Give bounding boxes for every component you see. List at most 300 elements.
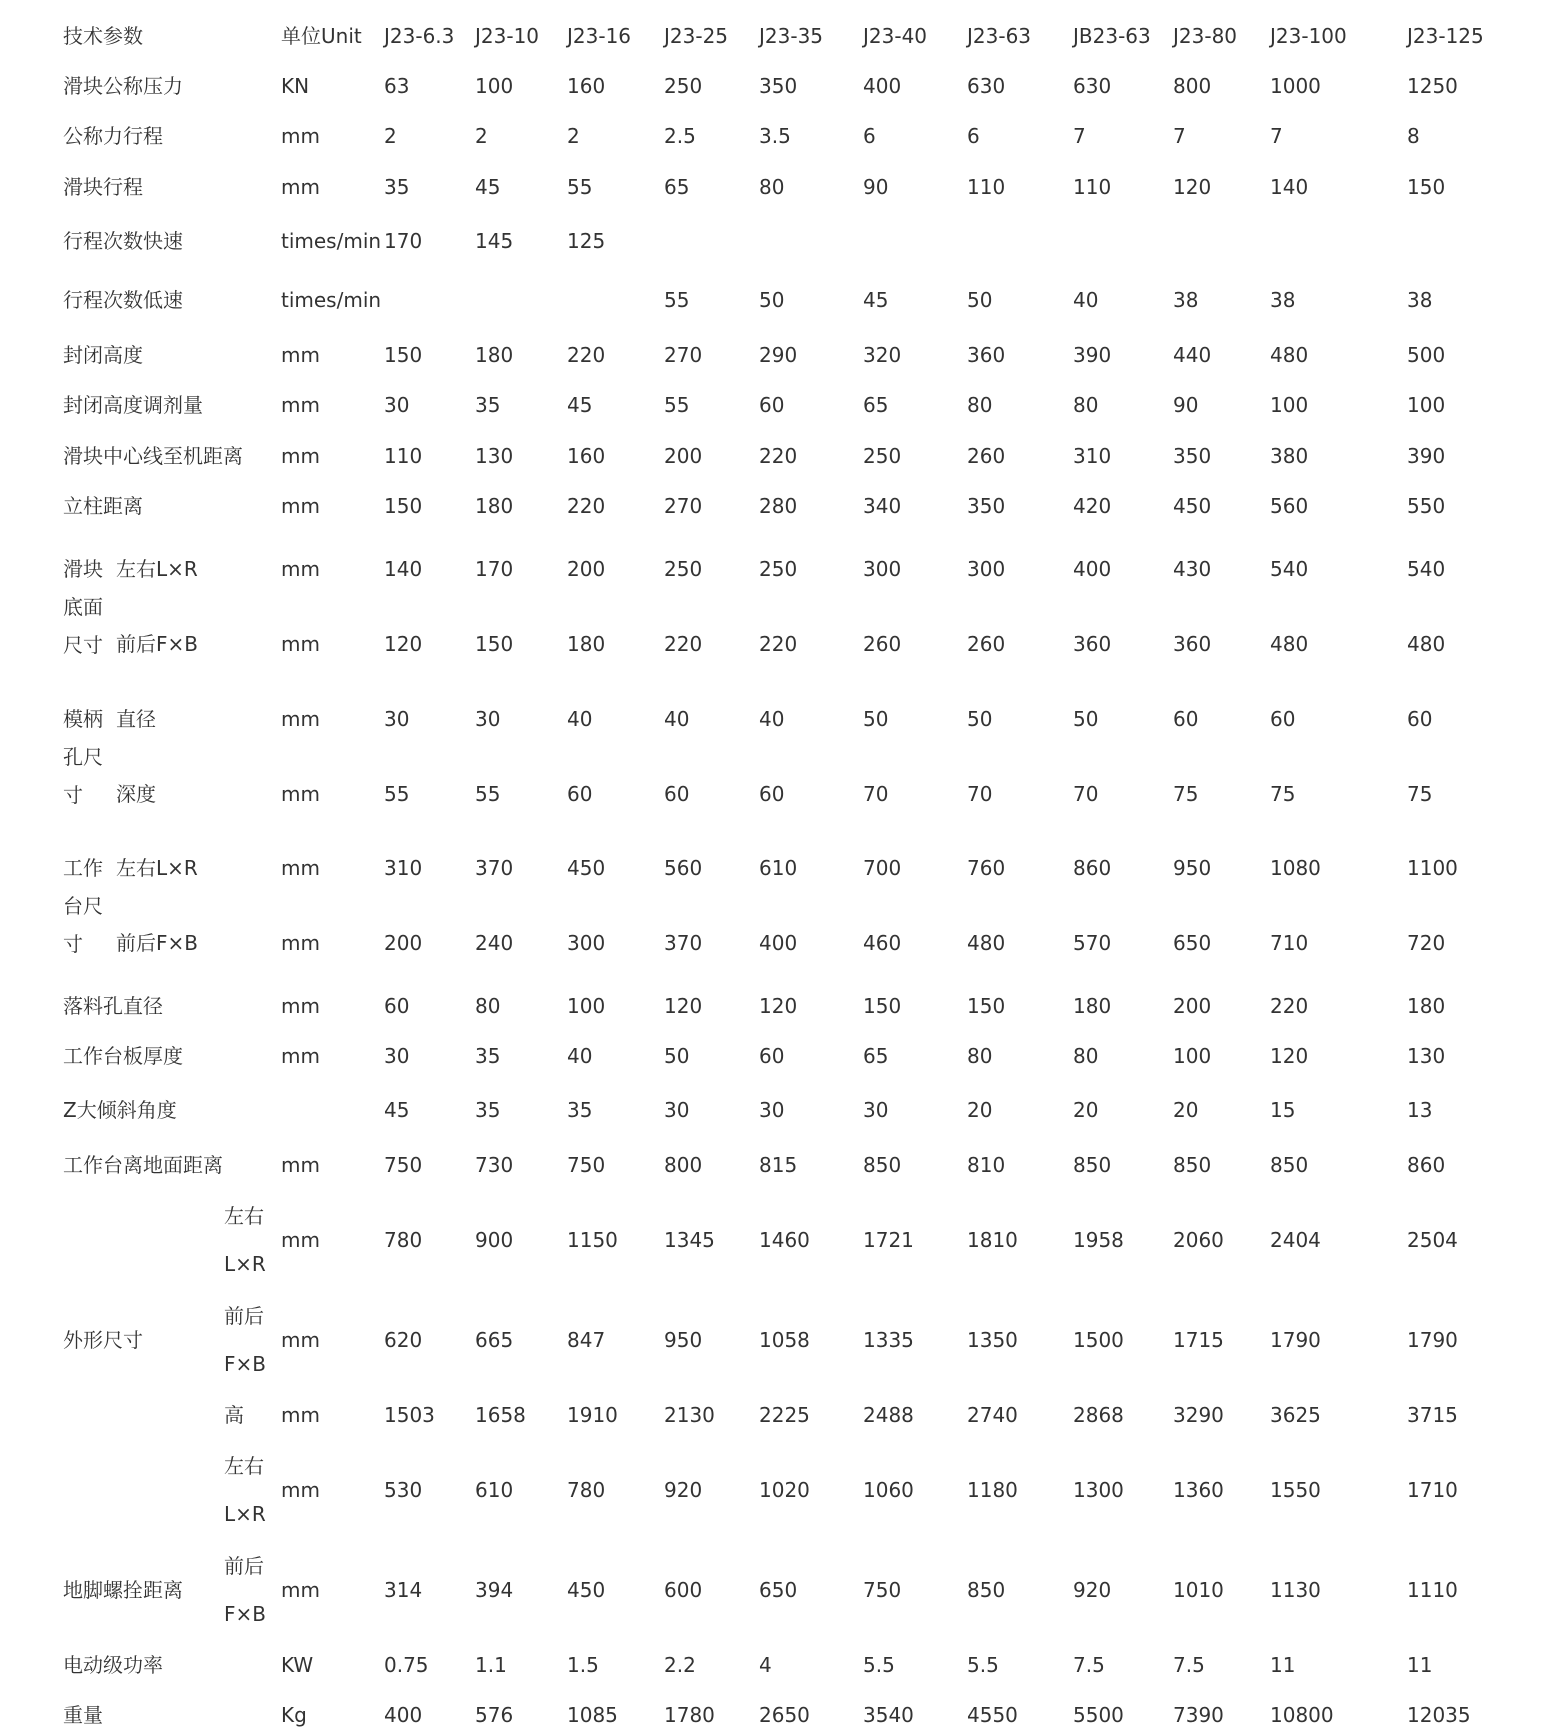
value-cell: 1958 bbox=[1073, 1228, 1124, 1252]
value-cell: 180 bbox=[475, 343, 514, 367]
row-unit: KW bbox=[281, 1653, 314, 1677]
header-param: 技术参数 bbox=[63, 24, 143, 48]
row-sub-param: L×R bbox=[224, 1502, 266, 1526]
value-cell: 50 bbox=[967, 707, 993, 731]
row-unit: mm bbox=[281, 856, 320, 880]
value-cell: 430 bbox=[1173, 557, 1212, 581]
value-cell: 110 bbox=[384, 444, 423, 468]
value-cell: 90 bbox=[1173, 393, 1199, 417]
value-cell: 7.5 bbox=[1173, 1653, 1205, 1677]
value-cell: 450 bbox=[567, 856, 606, 880]
value-cell: 7390 bbox=[1173, 1703, 1224, 1727]
value-cell: 150 bbox=[863, 994, 902, 1018]
value-cell: 40 bbox=[567, 707, 593, 731]
value-cell: 630 bbox=[967, 74, 1006, 98]
value-cell: 40 bbox=[759, 707, 785, 731]
value-cell: 70 bbox=[863, 782, 889, 806]
value-cell: 3715 bbox=[1407, 1403, 1458, 1427]
value-cell: 45 bbox=[475, 175, 501, 199]
value-cell: 2060 bbox=[1173, 1228, 1224, 1252]
value-cell: 250 bbox=[863, 444, 902, 468]
value-cell: 360 bbox=[1173, 632, 1212, 656]
row-sub-param: 前后 bbox=[224, 1304, 264, 1328]
row-param: 封闭高度 bbox=[63, 343, 143, 367]
row-param: 立柱距离 bbox=[63, 494, 143, 518]
row-unit: mm bbox=[281, 931, 320, 955]
value-cell: 110 bbox=[1073, 175, 1112, 199]
row-group-label: 台尺 bbox=[63, 894, 103, 918]
value-cell: 30 bbox=[384, 393, 410, 417]
value-cell: 850 bbox=[1270, 1153, 1309, 1177]
value-cell: 310 bbox=[1073, 444, 1112, 468]
value-cell: 2404 bbox=[1270, 1228, 1321, 1252]
value-cell: 50 bbox=[664, 1044, 690, 1068]
value-cell: 1780 bbox=[664, 1703, 715, 1727]
value-cell: 610 bbox=[475, 1478, 514, 1502]
value-cell: 150 bbox=[384, 343, 423, 367]
row-unit: mm bbox=[281, 494, 320, 518]
value-cell: 720 bbox=[1407, 931, 1446, 955]
value-cell: 760 bbox=[967, 856, 1006, 880]
value-cell: 120 bbox=[759, 994, 798, 1018]
value-cell: 1790 bbox=[1270, 1328, 1321, 1352]
value-cell: 7.5 bbox=[1073, 1653, 1105, 1677]
value-cell: 75 bbox=[1407, 782, 1433, 806]
value-cell: 100 bbox=[567, 994, 606, 1018]
value-cell: 250 bbox=[664, 557, 703, 581]
row-param: 公称力行程 bbox=[63, 124, 163, 148]
value-cell: 1658 bbox=[475, 1403, 526, 1427]
value-cell: 90 bbox=[863, 175, 889, 199]
value-cell: 70 bbox=[967, 782, 993, 806]
value-cell: 120 bbox=[664, 994, 703, 1018]
row-unit: mm bbox=[281, 1328, 320, 1352]
value-cell: 70 bbox=[1073, 782, 1099, 806]
column-header-j23-40: J23-40 bbox=[863, 24, 928, 48]
value-cell: 260 bbox=[967, 632, 1006, 656]
value-cell: 38 bbox=[1173, 288, 1199, 312]
value-cell: 1085 bbox=[567, 1703, 618, 1727]
value-cell: 220 bbox=[1270, 994, 1309, 1018]
value-cell: 20 bbox=[967, 1098, 993, 1122]
row-group-label: 工作 bbox=[63, 856, 103, 880]
value-cell: 55 bbox=[664, 393, 690, 417]
value-cell: 60 bbox=[1173, 707, 1199, 731]
value-cell: 1010 bbox=[1173, 1578, 1224, 1602]
value-cell: 55 bbox=[475, 782, 501, 806]
value-cell: 920 bbox=[664, 1478, 703, 1502]
value-cell: 850 bbox=[1173, 1153, 1212, 1177]
value-cell: 1020 bbox=[759, 1478, 810, 1502]
row-sub-param: 左右L×R bbox=[116, 856, 198, 880]
value-cell: 100 bbox=[475, 74, 514, 98]
value-cell: 300 bbox=[567, 931, 606, 955]
value-cell: 180 bbox=[567, 632, 606, 656]
value-cell: 100 bbox=[1270, 393, 1309, 417]
value-cell: 540 bbox=[1270, 557, 1309, 581]
value-cell: 1000 bbox=[1270, 74, 1321, 98]
value-cell: 370 bbox=[664, 931, 703, 955]
value-cell: 360 bbox=[1073, 632, 1112, 656]
value-cell: 394 bbox=[475, 1578, 514, 1602]
value-cell: 2 bbox=[567, 124, 580, 148]
value-cell: 75 bbox=[1173, 782, 1199, 806]
value-cell: 810 bbox=[967, 1153, 1006, 1177]
row-unit: mm bbox=[281, 1478, 320, 1502]
row-unit: mm bbox=[281, 994, 320, 1018]
value-cell: 450 bbox=[567, 1578, 606, 1602]
value-cell: 180 bbox=[1407, 994, 1446, 1018]
value-cell: 12035 bbox=[1407, 1703, 1471, 1727]
value-cell: 80 bbox=[967, 1044, 993, 1068]
value-cell: 160 bbox=[567, 74, 606, 98]
value-cell: 220 bbox=[567, 494, 606, 518]
value-cell: 380 bbox=[1270, 444, 1309, 468]
value-cell: 30 bbox=[759, 1098, 785, 1122]
value-cell: 1500 bbox=[1073, 1328, 1124, 1352]
column-header-j23-100: J23-100 bbox=[1270, 24, 1347, 48]
value-cell: 180 bbox=[1073, 994, 1112, 1018]
value-cell: 800 bbox=[664, 1153, 703, 1177]
row-unit: mm bbox=[281, 124, 320, 148]
value-cell: 1.5 bbox=[567, 1653, 599, 1677]
row-sub-param: 直径 bbox=[116, 707, 156, 731]
value-cell: 750 bbox=[567, 1153, 606, 1177]
value-cell: 63 bbox=[384, 74, 410, 98]
row-param: 落料孔直径 bbox=[63, 994, 163, 1018]
value-cell: 35 bbox=[384, 175, 410, 199]
value-cell: 150 bbox=[384, 494, 423, 518]
value-cell: 50 bbox=[1073, 707, 1099, 731]
value-cell: 290 bbox=[759, 343, 798, 367]
value-cell: 2504 bbox=[1407, 1228, 1458, 1252]
value-cell: 320 bbox=[863, 343, 902, 367]
value-cell: 390 bbox=[1407, 444, 1446, 468]
value-cell: 600 bbox=[664, 1578, 703, 1602]
value-cell: 13 bbox=[1407, 1098, 1433, 1122]
value-cell: 540 bbox=[1407, 557, 1446, 581]
value-cell: 3.5 bbox=[759, 124, 791, 148]
value-cell: 250 bbox=[759, 557, 798, 581]
row-param: 重量 bbox=[63, 1703, 103, 1727]
value-cell: 140 bbox=[384, 557, 423, 581]
value-cell: 170 bbox=[475, 557, 514, 581]
value-cell: 65 bbox=[863, 393, 889, 417]
row-unit: mm bbox=[281, 1403, 320, 1427]
value-cell: 1335 bbox=[863, 1328, 914, 1352]
value-cell: 30 bbox=[384, 707, 410, 731]
value-cell: 400 bbox=[384, 1703, 423, 1727]
value-cell: 200 bbox=[384, 931, 423, 955]
row-sub-param: 高 bbox=[224, 1403, 244, 1427]
value-cell: 60 bbox=[567, 782, 593, 806]
value-cell: 350 bbox=[967, 494, 1006, 518]
value-cell: 150 bbox=[475, 632, 514, 656]
value-cell: 450 bbox=[1173, 494, 1212, 518]
value-cell: 270 bbox=[664, 343, 703, 367]
row-unit: mm bbox=[281, 1153, 320, 1177]
value-cell: 75 bbox=[1270, 782, 1296, 806]
column-header-jb23-63: JB23-63 bbox=[1073, 24, 1151, 48]
value-cell: 480 bbox=[967, 931, 1006, 955]
row-unit: times/min bbox=[281, 288, 382, 312]
row-group-label: 孔尺 bbox=[63, 745, 103, 769]
value-cell: 3540 bbox=[863, 1703, 914, 1727]
value-cell: 60 bbox=[1270, 707, 1296, 731]
row-param: 工作台离地面距离 bbox=[63, 1153, 223, 1177]
value-cell: 150 bbox=[1407, 175, 1446, 199]
row-group-label: 地脚螺拴距离 bbox=[63, 1578, 183, 1602]
value-cell: 480 bbox=[1270, 632, 1309, 656]
value-cell: 1460 bbox=[759, 1228, 810, 1252]
value-cell: 2.5 bbox=[664, 124, 696, 148]
column-header-j23-63: J23-63 bbox=[967, 24, 1032, 48]
row-unit: KN bbox=[281, 74, 310, 98]
value-cell: 1345 bbox=[664, 1228, 715, 1252]
row-param: 封闭高度调剂量 bbox=[63, 393, 203, 417]
row-unit: mm bbox=[281, 782, 320, 806]
value-cell: 1058 bbox=[759, 1328, 810, 1352]
value-cell: 38 bbox=[1407, 288, 1433, 312]
row-group-label: 底面 bbox=[63, 595, 103, 619]
value-cell: 160 bbox=[567, 444, 606, 468]
value-cell: 220 bbox=[664, 632, 703, 656]
value-cell: 100 bbox=[1407, 393, 1446, 417]
value-cell: 920 bbox=[1073, 1578, 1112, 1602]
row-group-label: 外形尺寸 bbox=[63, 1328, 143, 1352]
value-cell: 45 bbox=[384, 1098, 410, 1122]
value-cell: 750 bbox=[384, 1153, 423, 1177]
value-cell: 200 bbox=[664, 444, 703, 468]
value-cell: 11 bbox=[1407, 1653, 1433, 1677]
value-cell: 1130 bbox=[1270, 1578, 1321, 1602]
value-cell: 260 bbox=[863, 632, 902, 656]
column-header-j23-10: J23-10 bbox=[475, 24, 540, 48]
value-cell: 400 bbox=[863, 74, 902, 98]
value-cell: 270 bbox=[664, 494, 703, 518]
row-group-label: 滑块 bbox=[63, 557, 103, 581]
value-cell: 35 bbox=[475, 1098, 501, 1122]
row-param: Z大倾斜角度 bbox=[63, 1098, 177, 1122]
value-cell: 45 bbox=[863, 288, 889, 312]
row-group-label: 寸 bbox=[63, 783, 83, 807]
value-cell: 815 bbox=[759, 1153, 798, 1177]
row-unit: mm bbox=[281, 632, 320, 656]
value-cell: 100 bbox=[1173, 1044, 1212, 1068]
value-cell: 850 bbox=[863, 1153, 902, 1177]
value-cell: 440 bbox=[1173, 343, 1212, 367]
value-cell: 7 bbox=[1073, 124, 1086, 148]
value-cell: 200 bbox=[1173, 994, 1212, 1018]
value-cell: 130 bbox=[1407, 1044, 1446, 1068]
value-cell: 530 bbox=[384, 1478, 423, 1502]
column-header-j23-25: J23-25 bbox=[664, 24, 729, 48]
value-cell: 60 bbox=[384, 994, 410, 1018]
value-cell: 630 bbox=[1073, 74, 1112, 98]
value-cell: 38 bbox=[1270, 288, 1296, 312]
column-header-j23-125: J23-125 bbox=[1407, 24, 1484, 48]
value-cell: 300 bbox=[967, 557, 1006, 581]
value-cell: 20 bbox=[1073, 1098, 1099, 1122]
value-cell: 1503 bbox=[384, 1403, 435, 1427]
row-unit: mm bbox=[281, 707, 320, 731]
value-cell: 2225 bbox=[759, 1403, 810, 1427]
value-cell: 1150 bbox=[567, 1228, 618, 1252]
value-cell: 650 bbox=[1173, 931, 1212, 955]
value-cell: 10800 bbox=[1270, 1703, 1334, 1727]
value-cell: 2740 bbox=[967, 1403, 1018, 1427]
value-cell: 130 bbox=[475, 444, 514, 468]
value-cell: 480 bbox=[1407, 632, 1446, 656]
value-cell: 60 bbox=[664, 782, 690, 806]
value-cell: 610 bbox=[759, 856, 798, 880]
value-cell: 50 bbox=[863, 707, 889, 731]
value-cell: 1350 bbox=[967, 1328, 1018, 1352]
value-cell: 60 bbox=[759, 1044, 785, 1068]
row-sub-param: F×B bbox=[224, 1602, 266, 1626]
row-param: 工作台板厚度 bbox=[63, 1044, 183, 1068]
value-cell: 5.5 bbox=[863, 1653, 895, 1677]
value-cell: 7 bbox=[1270, 124, 1283, 148]
row-param: 滑块公称压力 bbox=[63, 74, 183, 98]
value-cell: 30 bbox=[475, 707, 501, 731]
row-unit: mm bbox=[281, 1578, 320, 1602]
value-cell: 55 bbox=[567, 175, 593, 199]
row-unit: mm bbox=[281, 557, 320, 581]
value-cell: 60 bbox=[1407, 707, 1433, 731]
value-cell: 60 bbox=[759, 393, 785, 417]
value-cell: 8 bbox=[1407, 124, 1420, 148]
value-cell: 40 bbox=[567, 1044, 593, 1068]
value-cell: 80 bbox=[1073, 393, 1099, 417]
value-cell: 6 bbox=[967, 124, 980, 148]
row-param: 行程次数快速 bbox=[63, 229, 183, 253]
value-cell: 50 bbox=[967, 288, 993, 312]
value-cell: 40 bbox=[664, 707, 690, 731]
row-sub-param: 前后 bbox=[224, 1554, 264, 1578]
row-unit: mm bbox=[281, 444, 320, 468]
value-cell: 780 bbox=[384, 1228, 423, 1252]
value-cell: 400 bbox=[1073, 557, 1112, 581]
value-cell: 780 bbox=[567, 1478, 606, 1502]
value-cell: 390 bbox=[1073, 343, 1112, 367]
row-param: 滑块行程 bbox=[63, 175, 143, 199]
value-cell: 300 bbox=[863, 557, 902, 581]
value-cell: 180 bbox=[475, 494, 514, 518]
value-cell: 35 bbox=[475, 1044, 501, 1068]
value-cell: 360 bbox=[967, 343, 1006, 367]
row-param: 滑块中心线至机距离 bbox=[63, 444, 243, 468]
value-cell: 750 bbox=[863, 1578, 902, 1602]
value-cell: 1550 bbox=[1270, 1478, 1321, 1502]
value-cell: 6 bbox=[863, 124, 876, 148]
value-cell: 850 bbox=[1073, 1153, 1112, 1177]
value-cell: 55 bbox=[664, 288, 690, 312]
value-cell: 260 bbox=[967, 444, 1006, 468]
value-cell: 65 bbox=[863, 1044, 889, 1068]
value-cell: 240 bbox=[475, 931, 514, 955]
value-cell: 220 bbox=[567, 343, 606, 367]
value-cell: 2 bbox=[384, 124, 397, 148]
row-group-label: 尺寸 bbox=[63, 633, 103, 657]
value-cell: 1710 bbox=[1407, 1478, 1458, 1502]
value-cell: 5500 bbox=[1073, 1703, 1124, 1727]
row-unit: mm bbox=[281, 1044, 320, 1068]
value-cell: 110 bbox=[967, 175, 1006, 199]
value-cell: 860 bbox=[1407, 1153, 1446, 1177]
value-cell: 1721 bbox=[863, 1228, 914, 1252]
row-sub-param: 左右 bbox=[224, 1204, 264, 1228]
value-cell: 950 bbox=[664, 1328, 703, 1352]
row-sub-param: L×R bbox=[224, 1252, 266, 1276]
value-cell: 80 bbox=[759, 175, 785, 199]
value-cell: 140 bbox=[1270, 175, 1309, 199]
value-cell: 11 bbox=[1270, 1653, 1296, 1677]
value-cell: 2868 bbox=[1073, 1403, 1124, 1427]
value-cell: 200 bbox=[567, 557, 606, 581]
value-cell: 560 bbox=[1270, 494, 1309, 518]
value-cell: 125 bbox=[567, 229, 606, 253]
value-cell: 1060 bbox=[863, 1478, 914, 1502]
value-cell: 1300 bbox=[1073, 1478, 1124, 1502]
value-cell: 314 bbox=[384, 1578, 423, 1602]
value-cell: 35 bbox=[475, 393, 501, 417]
row-unit: mm bbox=[281, 343, 320, 367]
value-cell: 1790 bbox=[1407, 1328, 1458, 1352]
value-cell: 700 bbox=[863, 856, 902, 880]
value-cell: 220 bbox=[759, 444, 798, 468]
value-cell: 730 bbox=[475, 1153, 514, 1177]
row-unit: times/min bbox=[281, 229, 382, 253]
value-cell: 2488 bbox=[863, 1403, 914, 1427]
value-cell: 340 bbox=[863, 494, 902, 518]
value-cell: 40 bbox=[1073, 288, 1099, 312]
value-cell: 1715 bbox=[1173, 1328, 1224, 1352]
value-cell: 65 bbox=[664, 175, 690, 199]
value-cell: 900 bbox=[475, 1228, 514, 1252]
value-cell: 170 bbox=[384, 229, 423, 253]
value-cell: 55 bbox=[384, 782, 410, 806]
value-cell: 30 bbox=[384, 1044, 410, 1068]
value-cell: 1910 bbox=[567, 1403, 618, 1427]
value-cell: 145 bbox=[475, 229, 514, 253]
value-cell: 950 bbox=[1173, 856, 1212, 880]
value-cell: 665 bbox=[475, 1328, 514, 1352]
value-cell: 860 bbox=[1073, 856, 1112, 880]
value-cell: 1360 bbox=[1173, 1478, 1224, 1502]
value-cell: 15 bbox=[1270, 1098, 1296, 1122]
value-cell: 550 bbox=[1407, 494, 1446, 518]
value-cell: 7 bbox=[1173, 124, 1186, 148]
value-cell: 710 bbox=[1270, 931, 1309, 955]
value-cell: 1810 bbox=[967, 1228, 1018, 1252]
value-cell: 120 bbox=[1270, 1044, 1309, 1068]
value-cell: 2 bbox=[475, 124, 488, 148]
value-cell: 280 bbox=[759, 494, 798, 518]
value-cell: 350 bbox=[1173, 444, 1212, 468]
value-cell: 847 bbox=[567, 1328, 606, 1352]
value-cell: 20 bbox=[1173, 1098, 1199, 1122]
value-cell: 45 bbox=[567, 393, 593, 417]
value-cell: 850 bbox=[967, 1578, 1006, 1602]
value-cell: 460 bbox=[863, 931, 902, 955]
value-cell: 1250 bbox=[1407, 74, 1458, 98]
row-sub-param: 深度 bbox=[116, 782, 156, 806]
value-cell: 50 bbox=[759, 288, 785, 312]
value-cell: 30 bbox=[664, 1098, 690, 1122]
value-cell: 576 bbox=[475, 1703, 514, 1727]
value-cell: 80 bbox=[967, 393, 993, 417]
